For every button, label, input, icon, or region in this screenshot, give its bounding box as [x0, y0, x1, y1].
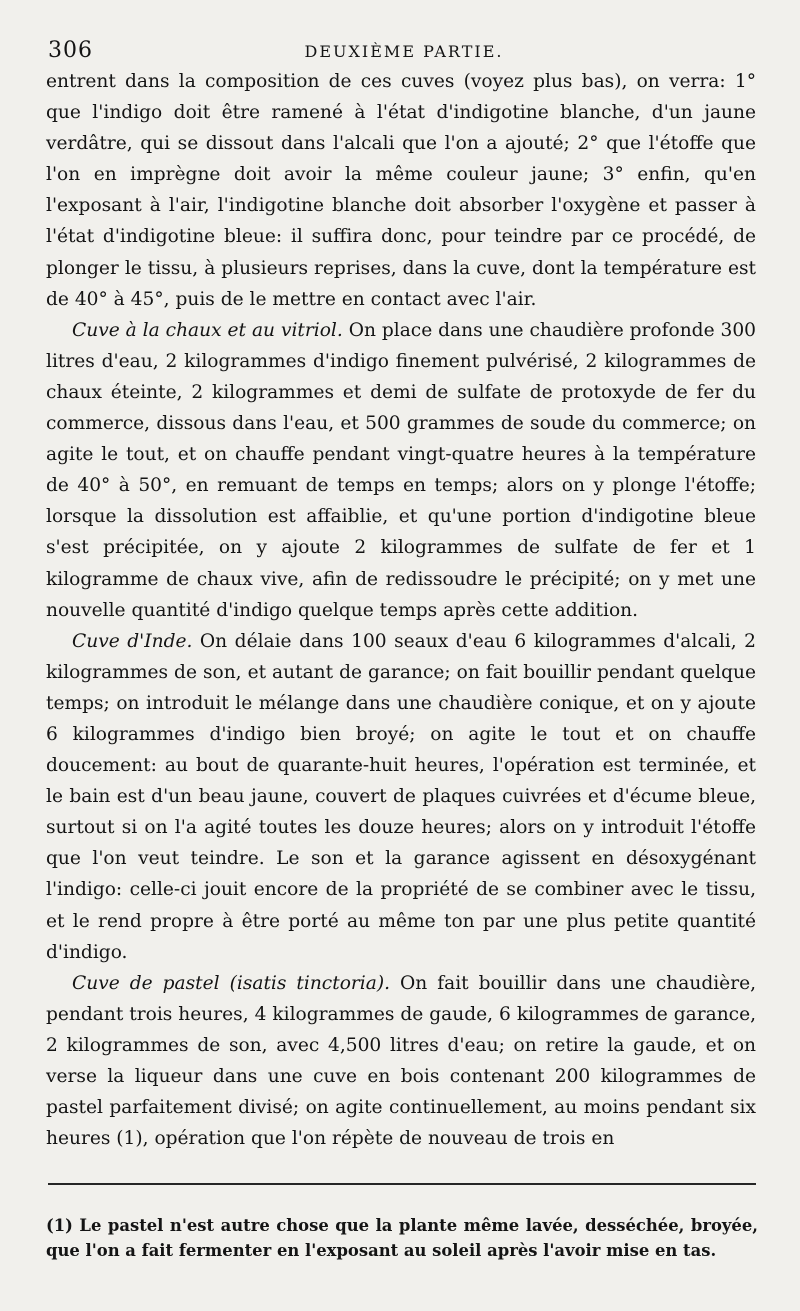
page-number: 306: [48, 38, 93, 63]
paragraph-cuve-inde: [46, 626, 756, 968]
footnote-divider: [48, 1183, 756, 1185]
section-heading: Cuve de pastel (isatis tinctoria).: [72, 972, 390, 994]
paragraph-text: On place dans une chaudière profonde 300 litres d'eau, 2 kilogrammes d'indigo finement pulvérisé, 2 kilogrammes de chaux éteinte, 2 kilogrammes et demi de sulfate de protoxyde de fer du commerce, dissous dans l'eau, et 500 grammes de soude du commerce; on agite le tout, et on chauffe pendant vingt-quatre heures à la température de 40° à 50°, en remuant de temps en temps; alors on y plonge l'étoffe; lorsque la dissolution est affaiblie, et qu'une portion d'indigotine bleue s'est précipitée, on y ajoute 2 kilogrammes de sulfate de fer et 1 kilogramme de chaux vive, afin de redissoudre le précipité; on y met une nouvelle quantité d'indigo quelque temps après cette addition.: [46, 319, 757, 621]
paragraph-cuve-chaux: [46, 315, 756, 626]
paragraph-cuve-pastel: [46, 968, 756, 1155]
body-text: [46, 66, 756, 1154]
paragraph-text: entrent dans la composition de ces cuves (voyez plus bas), on verra: 1° que l'indigo doit être ramené à l'état d'indigotine blanche, d'un jaune verdâtre, qui se dissout dans l'alcali que l'on a ajouté; 2° que l'étoffe que l'on en imprègne doit avoir la même couleur jaune; 3° enfin, qu'en l'exposant à l'air, l'indigotine blanche doit absorber l'oxygène et passer à l'état d'indigotine bleue: il suffira donc, pour teindre par ce procédé, de plonger le tissu, à plusieurs reprises, dans la cuve, dont la température est de 40° à 45°, puis de le mettre en contact avec l'air.: [46, 71, 756, 310]
paragraph-text: On délaie dans 100 seaux d'eau 6 kilogrammes d'alcali, 2 kilogrammes de son, et autant de garance; on fait bouillir pendant quelque temps; on introduit le mélange dans une chaudière conique, et on y ajoute 6 kilogrammes d'indigo bien broyé; on agite le tout et on chauffe doucement: au bout de quarante-huit heures, l'opération est terminée, et le bain est d'un beau jaune, couvert de plaques cuivrées et d'écume bleue, surtout si on l'a agité toutes les douze heures; alors on y introduit l'étoffe que l'on veut teindre. Le son et la garance agissent en désoxygénant l'indigo: celle-ci jouit encore de la propriété de se combiner avec le tissu, et le rend propre à être porté au même ton par une plus petite quantité d'indigo.: [46, 630, 756, 963]
footnote: [46, 1213, 758, 1263]
section-heading: Cuve d'Inde.: [72, 630, 193, 652]
section-heading: Cuve à la chaux et au vitriol.: [72, 319, 343, 341]
paragraph-continuation: [46, 66, 756, 315]
footnote-text: (1) Le pastel n'est autre chose que la plante même lavée, desséchée, broyée, que l'on a fait fermenter en l'exposant au soleil après l'avoir mise en tas.: [46, 1216, 758, 1260]
paragraph-text: On fait bouillir dans une chaudière, pendant trois heures, 4 kilogrammes de gaude, 6 kilogrammes de garance, 2 kilogrammes de son, avec 4,500 litres d'eau; on retire la gaude, et on verse la liqueur dans une cuve en bois contenant 200 kilogrammes de pastel parfaitement divisé; on agite continuellement, au moins pendant six heures (1), opération que l'on répète de nouveau de trois en: [46, 972, 756, 1150]
running-title: DEUXIÈME PARTIE.: [304, 42, 504, 61]
running-head: [48, 38, 760, 68]
